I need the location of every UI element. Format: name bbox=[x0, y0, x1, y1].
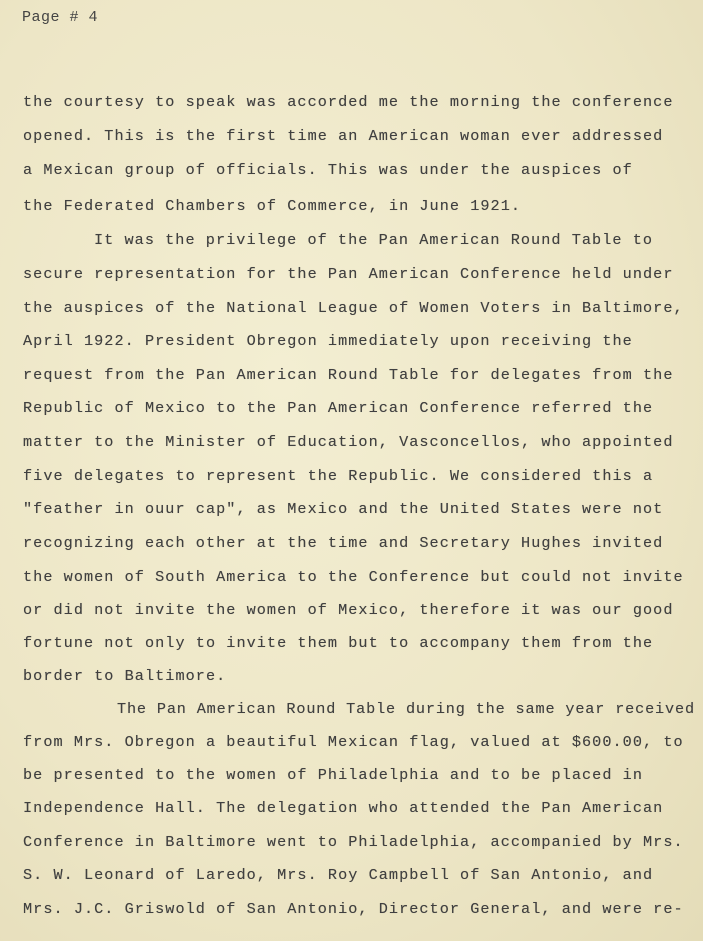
text-line: border to Baltimore. bbox=[23, 667, 227, 685]
text-line: April 1922. President Obregon immediately upon receiving the bbox=[23, 332, 633, 350]
text-line: secure representation for the Pan American Conference held under bbox=[23, 265, 674, 283]
text-line: Independence Hall. The delegation who attended the Pan American bbox=[23, 799, 664, 817]
text-line: Mrs. J.C. Griswold of San Antonio, Director General, and were re- bbox=[23, 900, 684, 918]
text-line: S. W. Leonard of Laredo, Mrs. Roy Campbell of San Antonio, and bbox=[23, 866, 654, 884]
text-line: "feather in ouur cap", as Mexico and the United States were not bbox=[23, 500, 664, 518]
text-line: It was the privilege of the Pan American Round Table to bbox=[94, 231, 654, 249]
text-line: a Mexican group of officials. This was under the auspices of bbox=[23, 161, 633, 179]
text-line: The Pan American Round Table during the same year received bbox=[117, 700, 695, 718]
text-line: the Federated Chambers of Commerce, in June 1921. bbox=[23, 197, 522, 215]
page-number-header: Page # 4 bbox=[22, 9, 99, 26]
text-line: the courtesy to speak was accorded me the morning the conference bbox=[23, 93, 674, 111]
text-line: opened. This is the first time an American woman ever addressed bbox=[23, 127, 664, 145]
text-line: recognizing each other at the time and Secretary Hughes invited bbox=[23, 534, 664, 552]
text-line: five delegates to represent the Republic. We considered this a bbox=[23, 467, 654, 485]
text-line: the auspices of the National League of Women Voters in Baltimore, bbox=[23, 299, 684, 317]
text-line: Conference in Baltimore went to Philadelphia, accompanied by Mrs. bbox=[23, 833, 684, 851]
text-line: Republic of Mexico to the Pan American Conference referred the bbox=[23, 399, 654, 417]
text-line: request from the Pan American Round Table for delegates from the bbox=[23, 366, 674, 384]
text-line: the women of South America to the Conference but could not invite bbox=[23, 568, 684, 586]
text-line: fortune not only to invite them but to accompany them from the bbox=[23, 634, 654, 652]
text-line: or did not invite the women of Mexico, therefore it was our good bbox=[23, 601, 674, 619]
text-line: matter to the Minister of Education, Vasconcellos, who appointed bbox=[23, 433, 674, 451]
text-line: from Mrs. Obregon a beautiful Mexican flag, valued at $600.00, to bbox=[23, 733, 684, 751]
text-line: be presented to the women of Philadelphia and to be placed in bbox=[23, 766, 644, 784]
